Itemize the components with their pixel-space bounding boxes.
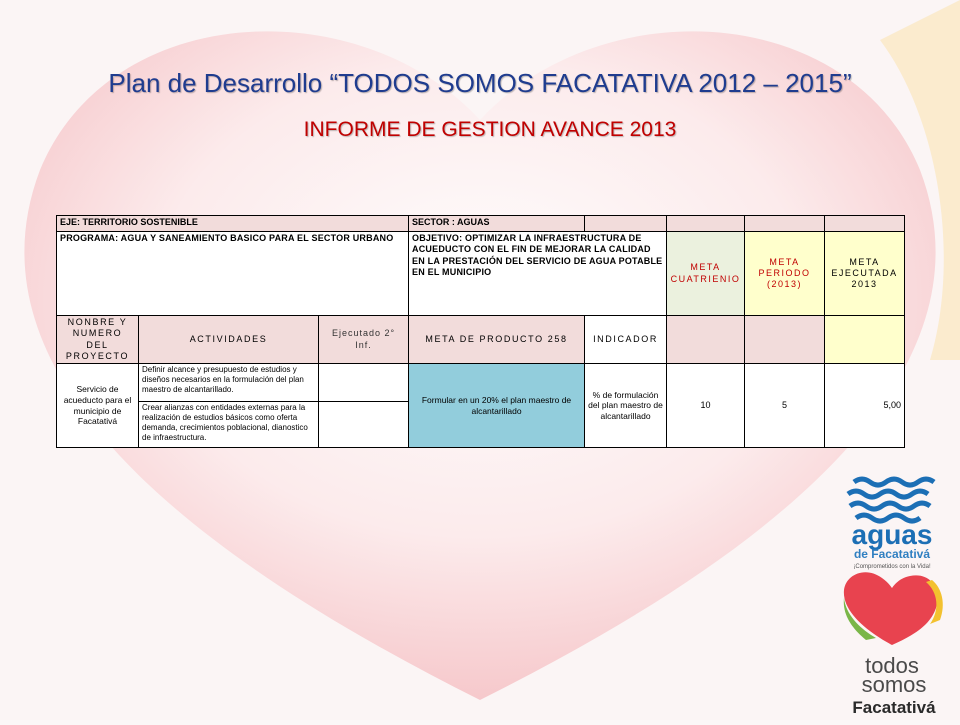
water-waves-icon: [848, 479, 934, 521]
empty-cell: [825, 216, 905, 232]
actividad-1-cell: Definir alcance y presupuesto de estudios y diseños necesarios en la formulación del plan maestro de alcantarillado.: [139, 364, 319, 402]
meta-periodo-header: META PERIODO (2013): [745, 232, 825, 316]
empty-cell: [667, 316, 745, 364]
logos-column: [836, 470, 948, 720]
objetivo-cell: OBJETIVO: OPTIMIZAR LA INFRAESTRUCTURA DE ACUEDUCTO CON EL FIN DE MEJORAR LA CALIDAD EN LA PRESTACIÓN DEL SERVICIO DE AGUA POTABLE EN EL MUNICIPIO: [409, 232, 667, 316]
eje-cell: EJE: TERRITORIO SOSTENIBLE: [57, 216, 409, 232]
aguas-facatativa-logo: [836, 470, 948, 720]
indicador-header: INDICADOR: [585, 316, 667, 364]
empty-cell: [585, 216, 667, 232]
actividades-header: ACTIVIDADES: [139, 316, 319, 364]
meta-ejecutada-header: META EJECUTADA 2013: [825, 232, 905, 316]
meta-cuatrienio-header: META CUATRIENIO: [667, 232, 745, 316]
empty-cell: [825, 316, 905, 364]
ejecutado-header: Ejecutado 2° Inf.: [319, 316, 409, 364]
aguas-place: de Facatativá: [853, 547, 931, 561]
empty-cell: [667, 216, 745, 232]
indicador-cell: % de formulación del plan maestro de alcantarillado: [585, 364, 667, 448]
actividad-2-cell: Crear alianzas con entidades externas para la realización de estudios básicos como oferta demanda, crecimientos poblacional, dianostico de infraestructura.: [139, 402, 319, 448]
page-title: Plan de Desarrollo “TODOS SOMOS FACATATIVA 2012 – 2015”: [108, 68, 852, 98]
empty-cell: [745, 216, 825, 232]
page-subtitle: INFORME DE GESTION AVANCE 2013: [303, 118, 677, 141]
ejecutado-cell: [319, 364, 409, 402]
proyecto-cell: Servicio de acueducto para el municipio de Facatativá: [57, 364, 139, 448]
aguas-wordmark: aguas: [851, 519, 933, 550]
report-table: [56, 215, 905, 448]
heart-logo-icon: [844, 572, 943, 645]
todos-wordmark-line1: todos: [865, 653, 919, 678]
aguas-slogan: ¡Comprometidos con la Vida!: [853, 564, 931, 570]
meta-producto-header: META DE PRODUCTO 258: [409, 316, 585, 364]
todos-wordmark-line3: Facatativá: [852, 698, 936, 717]
sector-cell: SECTOR : AGUAS: [409, 216, 585, 232]
meta-ejecutada-value: 5,00: [825, 364, 905, 448]
meta-cuatrienio-value: 10: [667, 364, 745, 448]
ejecutado-cell: [319, 402, 409, 448]
meta-producto-cell: Formular en un 20% el plan maestro de alcantarillado: [409, 364, 585, 448]
programa-cell: PROGRAMA: AGUA Y SANEAMIENTO BASICO PARA EL SECTOR URBANO: [57, 232, 409, 316]
proyecto-header: NONBRE Y NUMERO DEL PROYECTO: [57, 316, 139, 364]
empty-cell: [745, 316, 825, 364]
meta-periodo-value: 5: [745, 364, 825, 448]
todos-wordmark-line2: somos: [861, 672, 927, 697]
